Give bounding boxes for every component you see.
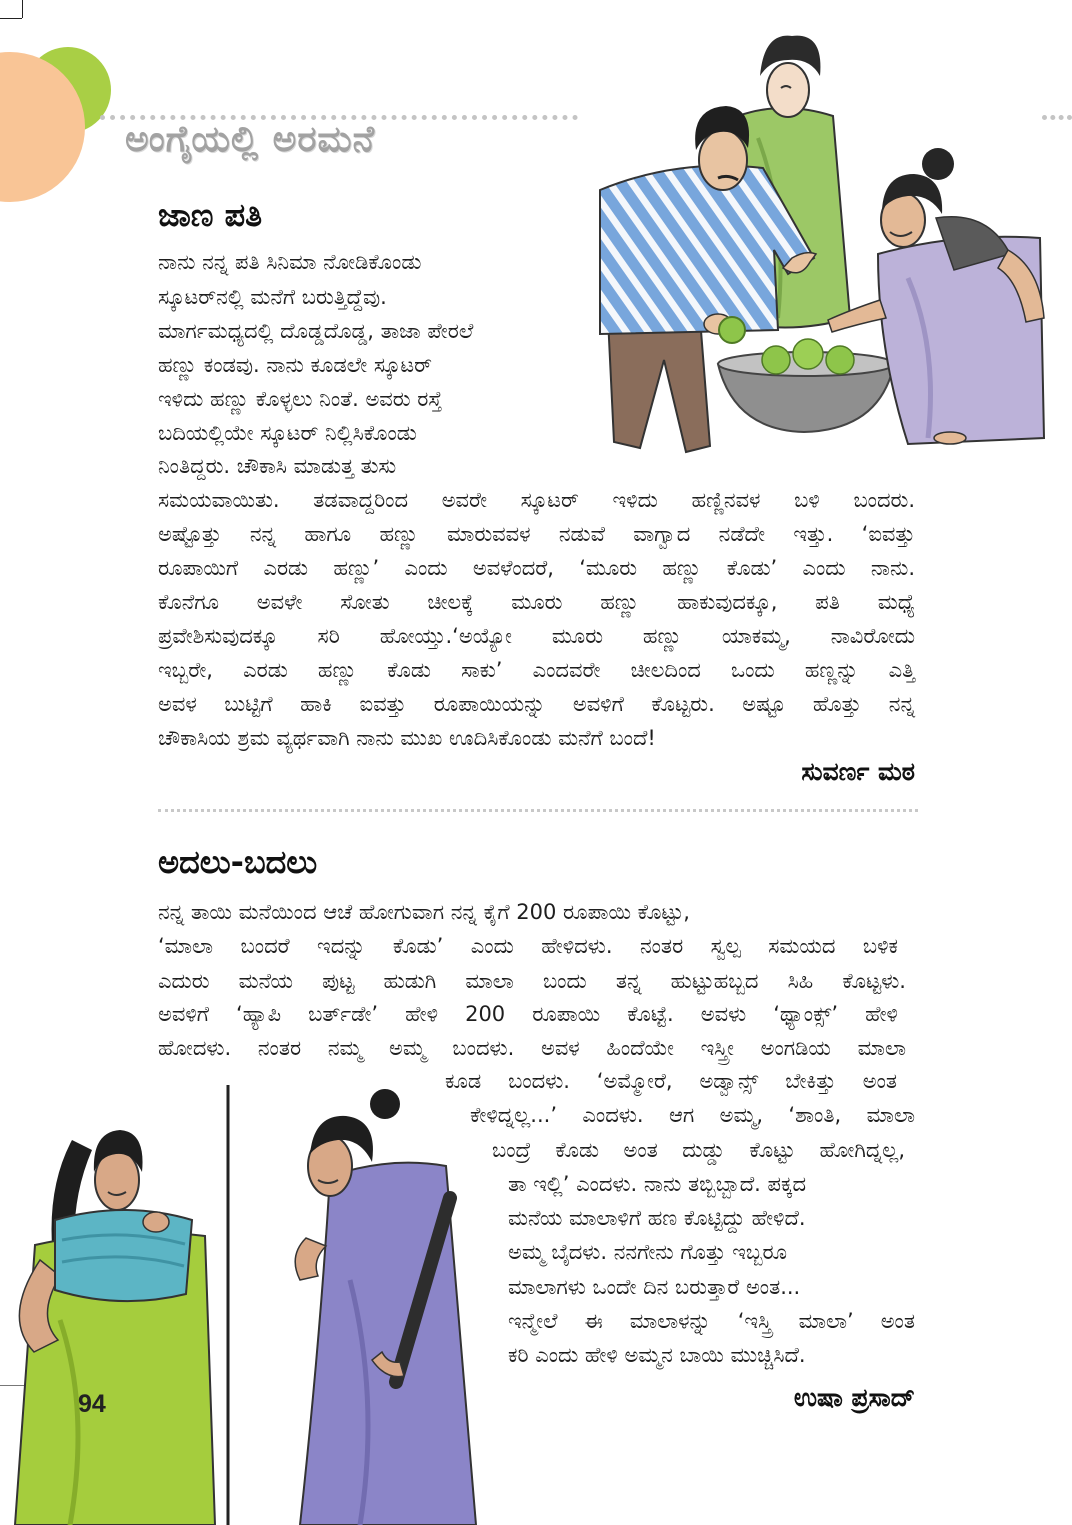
article2-line: ಹೋದಳು. ನಂತರ ನಮ್ಮ ಅಮ್ಮ ಬಂದಳು. ಅವಳ ಹಿಂದೆಯೇ ಇಸ್ತ್ರೀ ಅಂಗಡಿಯ ಮಾಲಾ bbox=[158, 1036, 906, 1060]
illustration-two-women bbox=[0, 1080, 490, 1525]
article1-line: ಇಳಿದು ಹಣ್ಣು ಕೊಳ್ಳಲು ನಿಂತೆ. ಅವರು ರಸ್ತೆ bbox=[158, 387, 443, 411]
guava-in-hand bbox=[719, 317, 745, 343]
article-separator bbox=[158, 809, 918, 812]
article2-line: ಕರಿ ಎಂದು ಹೇಳಿ ಅಮ್ಮನ ಬಾಯಿ ಮುಚ್ಚಿಸಿದೆ. bbox=[508, 1343, 806, 1367]
article2-line: ಅಮ್ಮ ಬೈದಳು. ನನಗೇನು ಗೊತ್ತು ಇಬ್ಬರೂ bbox=[508, 1240, 787, 1264]
crop-mark-top-left-vertical bbox=[22, 0, 23, 18]
article1-line: ರೂಪಾಯಿಗೆ ಎರಡು ಹಣ್ಣು’ ಎಂದು ಅವಳೆಂದರೆ, ‘ಮೂರು ಹಣ್ಣು ಕೊಡು’ ಎಂದು ನಾನು. bbox=[158, 556, 915, 580]
page-number: 94 bbox=[78, 1390, 106, 1418]
article2-line: ‘ಮಾಲಾ ಬಂದರೆ ಇದನ್ನು ಕೊಡು’ ಎಂದು ಹೇಳಿದಳು. ನಂತರ ಸ್ವಲ್ಪ ಸಮಯದ ಬಳಿಕ bbox=[158, 934, 898, 958]
article2-title: ಅದಲು-ಬದಲು bbox=[158, 843, 318, 881]
article1-line: ಸಮಯವಾಯಿತು. ತಡವಾದ್ದರಿಂದ ಅವರೇ ಸ್ಕೂಟರ್ ಇಳಿದು ಹಣ್ಣಿನವಳ ಬಳಿ ಬಂದರು. bbox=[158, 488, 915, 512]
article1-line: ಚೌಕಾಸಿಯ ಶ್ರಮ ವ್ಯರ್ಥವಾಗಿ ನಾನು ಮುಖ ಊದಿಸಿಕೊಂಡು ಮನೆಗೆ ಬಂದೆ! bbox=[158, 726, 656, 750]
article1-line: ಬದಿಯಲ್ಲಿಯೇ ಸ್ಕೂಟರ್ ನಿಲ್ಲಿಸಿಕೊಂಡು bbox=[158, 421, 417, 445]
article1-line: ಕೊನೆಗೂ ಅವಳೇ ಸೋತು ಚೀಲಕ್ಕೆ ಮೂರು ಹಣ್ಣು ಹಾಕುವುದಕ್ಕೂ, ಪತಿ ಮಧ್ಯೆ bbox=[158, 590, 915, 614]
article2-line: ತಾ ಇಲ್ಲಿ’ ಎಂದಳು. ನಾನು ತಬ್ಬಿಬ್ಬಾದೆ. ಪಕ್ಕದ bbox=[508, 1172, 807, 1196]
article2-line: ಬಂದ್ರೆ ಕೊಡು ಅಂತ ದುಡ್ಡು ಕೊಟ್ಟು ಹೋಗಿದ್ನಲ್ಲ, bbox=[492, 1138, 905, 1162]
article1-line: ಪ್ರವೇಶಿಸುವುದಕ್ಕೂ ಸರಿ ಹೋಯ್ತು.‘ಅಯ್ಯೋ ಮೂರು ಹಣ್ಣು ಯಾಕಮ್ಮ, ನಾವಿರೋದು bbox=[158, 624, 915, 648]
crop-mark-top-left-horizontal bbox=[0, 18, 22, 19]
article2-line: ಕೂಡ ಬಂದಳು. ‘ಅಮ್ಮೋರೆ, ಅಡ್ವಾನ್ಸ್ ಬೇಕಿತ್ತು ಅಂತ bbox=[445, 1069, 897, 1093]
article2-line: ಮನೆಯ ಮಾಲಾಳಿಗೆ ಹಣ ಕೊಟ್ಟಿದ್ದು ಹೇಳಿದೆ. bbox=[508, 1206, 806, 1230]
article2-line: ಕೇಳಿದ್ನಲ್ಲ...’ ಎಂದಳು. ಆಗ ಅಮ್ಮ, ‘ಶಾಂತಿ, ಮಾಲಾ bbox=[470, 1103, 915, 1127]
article1-line: ಇಬ್ಬರೇ, ಎರಡು ಹಣ್ಣು ಕೊಡು ಸಾಕು’ ಎಂದವರೇ ಚೀಲದಿಂದ ಒಂದು ಹಣ್ಣನ್ನು ಎತ್ತಿ bbox=[158, 658, 915, 682]
fruit-bowl bbox=[718, 339, 894, 432]
decorative-circles bbox=[0, 40, 115, 210]
article1-line: ನಾನು ನನ್ನ ಪತಿ ಸಿನಿಮಾ ನೋಡಿಕೊಂಡು bbox=[158, 250, 422, 274]
woman-in-green-dress-figure bbox=[15, 1130, 215, 1525]
article2-line: ಮಾಲಾಗಳು ಒಂದೇ ದಿನ ಬರುತ್ತಾರೆ ಅಂತ... bbox=[508, 1275, 801, 1299]
article2-line: ನನ್ನ ತಾಯಿ ಮನೆಯಿಂದ ಆಚೆ ಹೋಗುವಾಗ ನನ್ನ ಕೈಗೆ 200 ರೂಪಾಯಿ ಕೊಟ್ಟು, bbox=[158, 900, 690, 924]
article2-line: ಇನ್ಮೇಲೆ ಈ ಮಾಲಾಳನ್ನು ‘ಇಸ್ತ್ರಿ ಮಾಲಾ’ ಅಂತ bbox=[508, 1309, 915, 1333]
article1-line: ಅವಳ ಬುಟ್ಟಿಗೆ ಹಾಕಿ ಐವತ್ತು ರೂಪಾಯಿಯನ್ನು ಅವಳಿಗೆ ಕೊಟ್ಟರು. ಅಷ್ಟೂ ಹೊತ್ತು ನನ್ನ bbox=[158, 692, 915, 716]
article1-line: ಅಷ್ಟೊತ್ತು ನನ್ನ ಹಾಗೂ ಹಣ್ಣು ಮಾರುವವಳ ನಡುವೆ ವಾಗ್ವಾದ ನಡೆದೇ ಇತ್ತು. ‘ಐವತ್ತು bbox=[158, 522, 915, 546]
woman-in-purple-saree-figure bbox=[295, 1089, 476, 1525]
article2-line: ಅವಳಿಗೆ ‘ಹ್ಯಾಪಿ ಬರ್ತ್‌ಡೇ’ ಹೇಳಿ 200 ರೂಪಾಯಿ ಕೊಟ್ಟೆ. ಅವಳು ‘ಥ್ಯಾಂಕ್ಸ್’ ಹೇಳಿ bbox=[158, 1002, 898, 1026]
article1-line: ಹಣ್ಣು ಕಂಡವು. ನಾನು ಕೂಡಲೇ ಸ್ಕೂಟರ್ bbox=[158, 353, 433, 377]
article1-author: ಸುವರ್ಣ ಮಠ bbox=[801, 757, 915, 786]
illustration-fruit-bargain bbox=[578, 18, 1048, 478]
article2-author: ಉಷಾ ಪ್ರಸಾದ್ bbox=[793, 1383, 915, 1412]
section-header: ಅಂಗೈಯಲ್ಲಿ ಅರಮನೆ bbox=[125, 119, 376, 160]
article2-line: ಎದುರು ಮನೆಯ ಪುಟ್ಟ ಹುಡುಗಿ ಮಾಲಾ ಬಂದು ತನ್ನ ಹುಟ್ಟುಹಬ್ಬದ ಸಿಹಿ ಕೊಟ್ಟಳು. bbox=[158, 969, 906, 993]
article1-line: ಮಾರ್ಗಮಧ್ಯದಲ್ಲಿ ದೊಡ್ಡದೊಡ್ಡ, ತಾಜಾ ಪೇರಲೆ bbox=[158, 319, 474, 343]
article1-title: ಜಾಣ ಪತಿ bbox=[158, 196, 263, 234]
article1-line: ನಿಂತಿದ್ದರು. ಚೌಕಾಸಿ ಮಾಡುತ್ತ ತುಸು bbox=[158, 454, 397, 478]
article1-line: ಸ್ಕೂಟರ್‌ನಲ್ಲಿ ಮನೆಗೆ ಬರುತ್ತಿದ್ದೆವು. bbox=[158, 285, 387, 309]
